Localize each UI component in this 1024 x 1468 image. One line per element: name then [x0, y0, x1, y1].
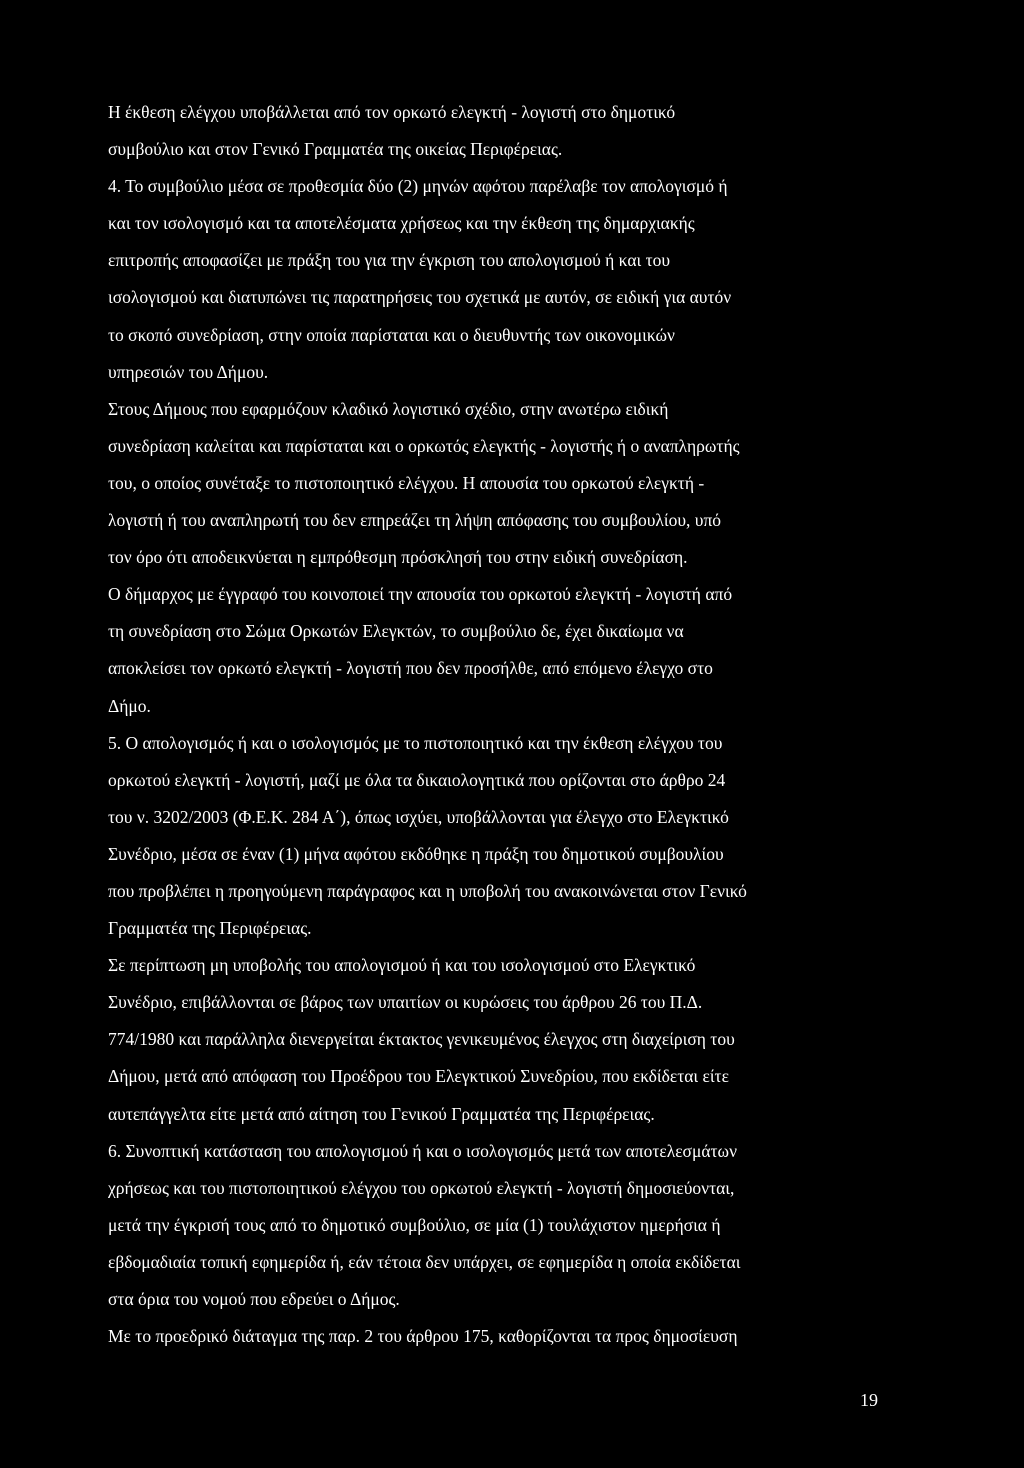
text-line: στα όρια του νομού που εδρεύει ο Δήμος.: [108, 1289, 400, 1309]
text-line: τον όρο ότι αποδεικνύεται η εμπρόθεσμη πρόσκλησή του στην ειδική συνεδρίαση.: [108, 547, 688, 568]
text-line: που προβλέπει η προηγούμενη παράγραφος και η υποβολή του ανακοινώνεται στον Γενικό: [108, 880, 747, 901]
text-line: Δήμο.: [108, 695, 151, 716]
text-line: το σκοπό συνεδρίαση, στην οποία παρίσταται και ο διευθυντής των οικονομικών: [108, 324, 675, 345]
text-line: 4. Το συμβούλιο μέσα σε προθεσμία δύο (2) μηνών αφότου παρέλαβε τον απολογισμό ή: [108, 176, 728, 197]
text-line: Συνέδριο, επιβάλλονται σε βάρος των υπαιτίων οι κυρώσεις του άρθρου 26 του Π.Δ.: [108, 992, 703, 1013]
text-line: συμβούλιο και στον Γενικό Γραμματέα της οικείας Περιφέρειας.: [108, 139, 563, 160]
text-line: αυτεπάγγελτα είτε μετά από αίτηση του Γενικού Γραμματέα της Περιφέρειας.: [108, 1103, 655, 1124]
text-line: Σε περίπτωση μη υποβολής του απολογισμού ή και του ισολογισμού στο Ελεγκτικό: [108, 955, 696, 976]
text-line: Με το προεδρικό διάταγμα της παρ. 2 του άρθρου 175, καθορίζονται τα προς δημοσίευση: [108, 1326, 738, 1347]
text-line: 6. Συνοπτική κατάσταση του απολογισμού ή και ο ισολογισμός μετά των αποτελεσμάτων: [108, 1140, 737, 1161]
text-line: αποκλείσει τον ορκωτό ελεγκτή - λογιστή που δεν προσήλθε, από επόμενο έλεγχο στο: [108, 658, 713, 679]
text-line: μετά την έγκρισή τους από το δημοτικό συμβούλιο, σε μία (1) τουλάχιστον ημερήσια ή: [108, 1214, 721, 1235]
text-line: ορκωτού ελεγκτή - λογιστή, μαζί με όλα τα δικαιολογητικά που ορίζονται στο άρθρο 24: [108, 769, 726, 790]
text-line: χρήσεως και του πιστοποιητικού ελέγχου του ορκωτού ελεγκτή - λογιστή δημοσιεύονται,: [108, 1177, 735, 1198]
text-line: Ο δήμαρχος με έγγραφό του κοινοποιεί την απουσία του ορκωτού ελεγκτή - λογιστή από: [108, 584, 733, 605]
text-line: του ν. 3202/2003 (Φ.Ε.Κ. 284 Α΄), όπως ισχύει, υποβάλλονται για έλεγχο στο Ελεγκτικό: [108, 806, 729, 827]
text-line: Συνέδριο, μέσα σε έναν (1) μήνα αφότου εκδόθηκε η πράξη του δημοτικού συμβουλίου: [108, 843, 724, 864]
text-line: 5. Ο απολογισμός ή και ο ισολογισμός με το πιστοποιητικό και την έκθεση ελέγχου του: [108, 732, 723, 753]
text-line: Στους Δήμους που εφαρμόζουν κλαδικό λογιστικό σχέδιο, στην ανωτέρω ειδική: [108, 398, 669, 419]
text-line: Γραμματέα της Περιφέρειας.: [108, 918, 312, 939]
text-line: ισολογισμού και διατυπώνει τις παρατηρήσεις του σχετικά με αυτόν, σε ειδική για αυτόν: [108, 287, 732, 308]
text-line: Δήμου, μετά από απόφαση του Προέδρου του Ελεγκτικού Συνεδρίου, που εκδίδεται είτε: [108, 1066, 729, 1087]
text-line: συνεδρίαση καλείται και παρίσταται και ο ορκωτός ελεγκτής - λογιστής ή ο αναπληρωτής: [108, 435, 740, 456]
text-line: λογιστή ή του αναπληρωτή του δεν επηρεάζει τη λήψη απόφασης του συμβουλίου, υπό: [108, 510, 722, 531]
text-line: 774/1980 και παράλληλα διενεργείται έκτακτος γενικευμένος έλεγχος στη διαχείριση του: [108, 1029, 735, 1050]
text-line: Η έκθεση ελέγχου υποβάλλεται από τον ορκωτό ελεγκτή - λογιστή στο δημοτικό: [108, 102, 676, 122]
text-line: υπηρεσιών του Δήμου.: [108, 361, 269, 382]
text-line: τη συνεδρίαση στο Σώμα Ορκωτών Ελεγκτών, το συμβούλιο δε, έχει δικαίωμα να: [108, 621, 684, 642]
text-line: επιτροπής αποφασίζει με πράξη του για την έγκριση του απολογισμού ή και του: [108, 250, 671, 271]
page-number: 19: [860, 1390, 878, 1410]
text-line: του, ο οποίος συνέταξε το πιστοποιητικό ελέγχου. Η απουσία του ορκωτού ελεγκτή -: [108, 472, 705, 493]
text-line: εβδομαδιαία τοπική εφημερίδα ή, εάν τέτοια δεν υπάρχει, σε εφημερίδα η οποία εκδίδεται: [108, 1251, 741, 1272]
document-body: [108, 94, 914, 1355]
text-line: και τον ισολογισμό και τα αποτελέσματα χρήσεως και την έκθεση της δημαρχιακής: [108, 213, 695, 234]
